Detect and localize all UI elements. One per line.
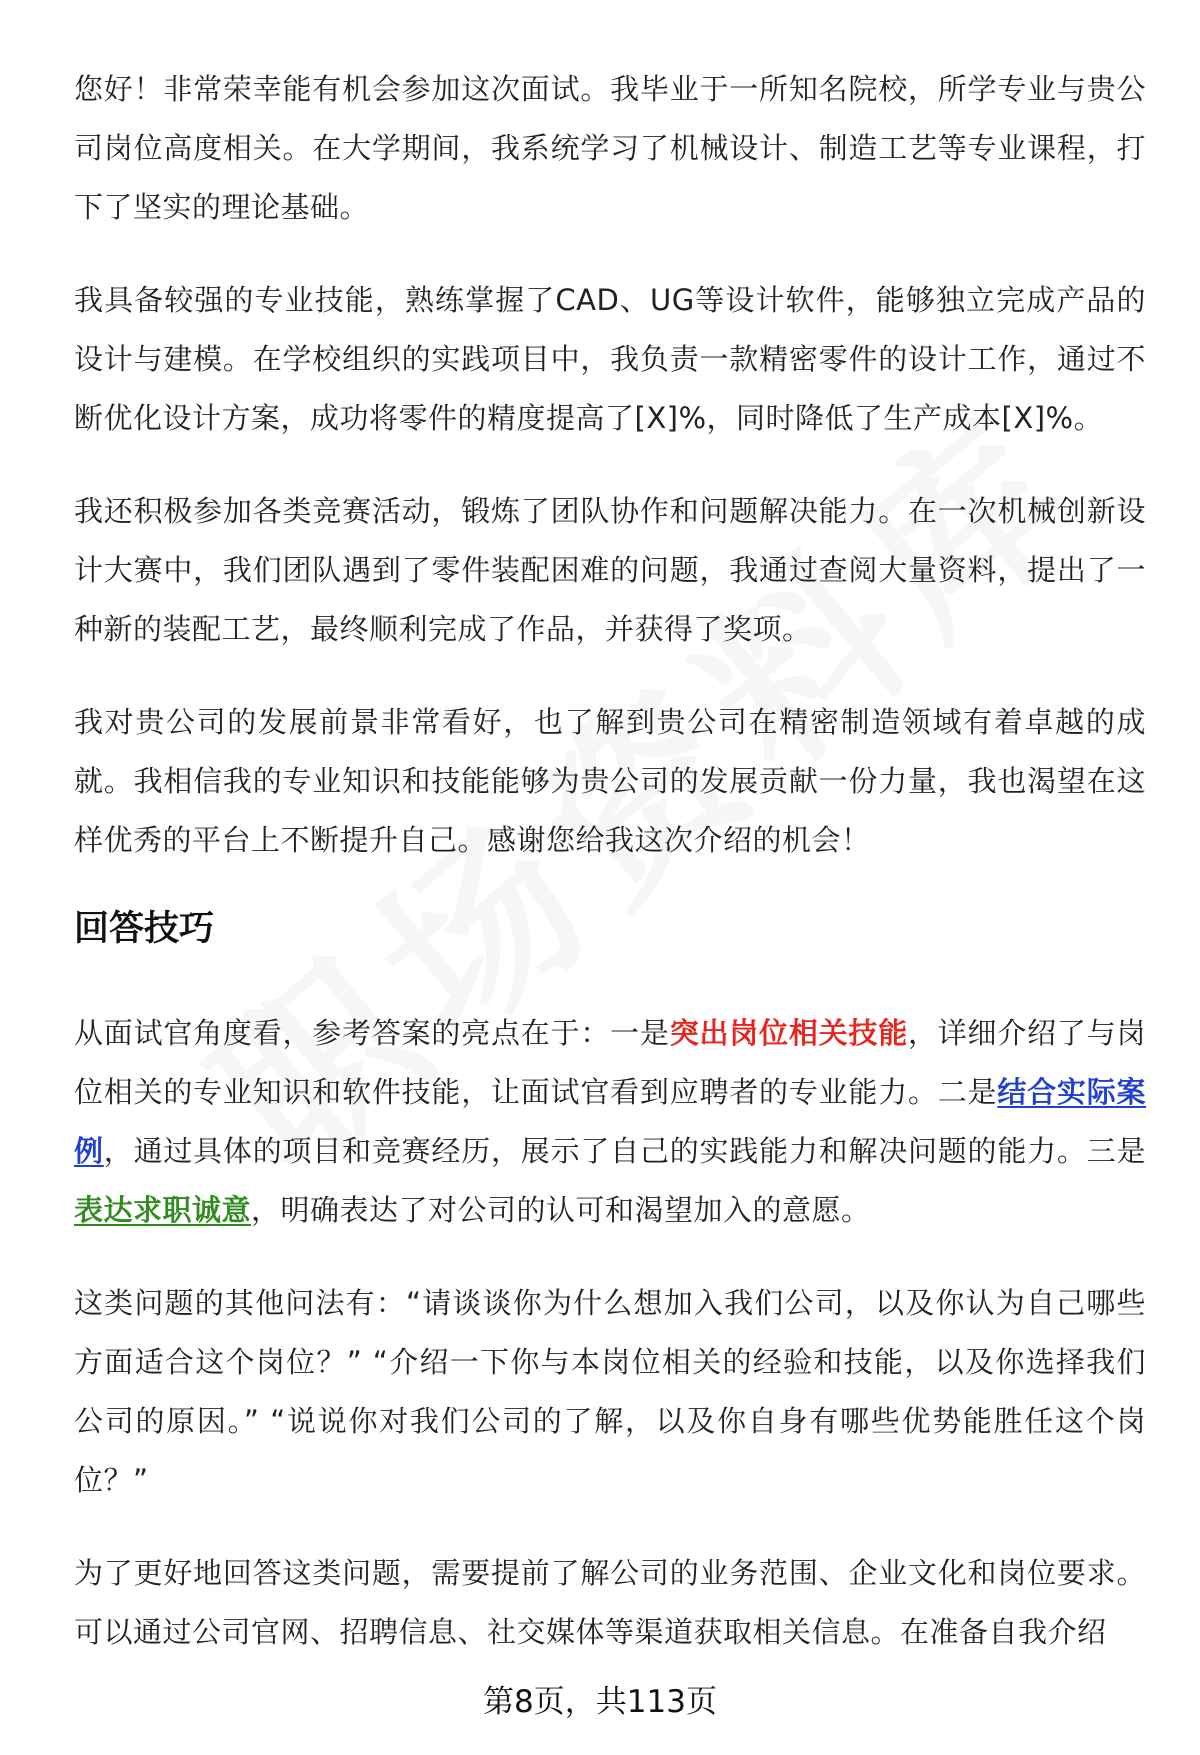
intro-paragraph-2: 我具备较强的专业技能，熟练掌握了CAD、UG等设计软件，能够独立完成产品的设计与建模。在学校组织的实践项目中，我负责一款精密零件的设计工作，通过不断优化设计方案，成功将零件的精度提高了[X]%，同时降低了生产成本[X]%。 [74,283,1146,435]
tips-text-1: 从面试官角度看，参考答案的亮点在于：一是 [74,1016,670,1050]
preparation-paragraph: 为了更好地回答这类问题，需要提前了解公司的业务范围、企业文化和岗位要求。可以通过公司官网、招聘信息、社交媒体等渠道获取相关信息。在准备自我介绍 [74,1556,1146,1649]
highlight-sincerity: 表达求职诚意 [74,1193,252,1227]
tips-text-2: ，详细介绍了与岗位相关的专业知识和软件技能，让面试官看到应聘者的专业能力。二是 [74,1016,1146,1109]
tips-text-3: ，通过具体的项目和竞赛经历，展示了自己的实践能力和解决问题的能力。三是 [103,1134,1146,1168]
intro-paragraph-3: 我还积极参加各类竞赛活动，锻炼了团队协作和问题解决能力。在一次机械创新设计大赛中，我们团队遇到了零件装配困难的问题，我通过查阅大量资料，提出了一种新的装配工艺，最终顺利完成了作品，并获得了奖项。 [74,494,1146,646]
other-questions-paragraph: 这类问题的其他问法有：“请谈谈你为什么想加入我们公司，以及你认为自己哪些方面适合这个岗位？” “介绍一下你与本岗位相关的经验和技能，以及你选择我们公司的原因。” “说说你对我们公司的了解，以及你自身有哪些优势能胜任这个岗位？” [74,1286,1146,1497]
intro-paragraph-4: 我对贵公司的发展前景非常看好，也了解到贵公司在精密制造领域有着卓越的成就。我相信我的专业知识和技能能够为贵公司的发展贡献一份力量，我也渴望在这样优秀的平台上不断提升自己。感谢您给我这次介绍的机会！ [74,705,1146,857]
section-heading: 回答技巧 [74,909,215,949]
intro-paragraph-1: 您好！非常荣幸能有机会参加这次面试。我毕业于一所知名院校，所学专业与贵公司岗位高度相关。在大学期间，我系统学习了机械设计、制造工艺等专业课程，打下了坚实的理论基础。 [74,72,1146,224]
page-content [74,60,1146,1696]
page-number-footer: 第8页，共113页 [483,1684,717,1720]
highlight-skills: 突出岗位相关技能 [669,1016,908,1050]
tips-text-4: ，明确表达了对公司的认可和渴望加入的意愿。 [251,1193,871,1227]
highlight-cases: 结合实际案例 [74,1075,1146,1168]
tips-paragraph [74,1004,1146,1240]
